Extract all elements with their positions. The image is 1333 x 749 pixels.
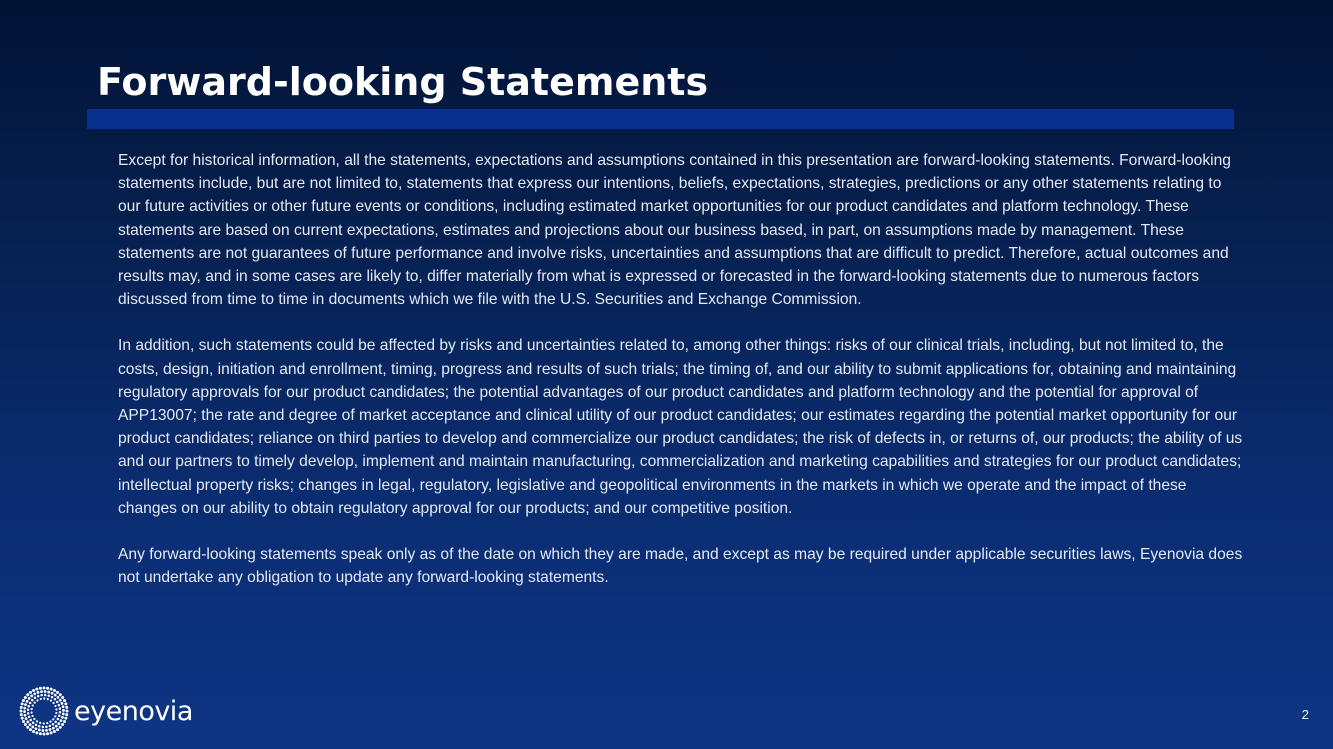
logo-dot: [63, 699, 66, 702]
logo-dot: [29, 728, 32, 731]
logo-dot: [52, 718, 54, 720]
logo-dot: [59, 699, 62, 702]
logo-dot: [26, 700, 29, 703]
logo-dot: [41, 729, 44, 732]
company-logo: [18, 686, 193, 736]
logo-dot: [45, 729, 48, 732]
logo-dot: [61, 723, 64, 726]
logo-dot: [46, 687, 49, 690]
logo-dot: [20, 706, 23, 709]
logo-dot: [61, 696, 64, 699]
logo-dot: [40, 690, 43, 693]
logo-dot: [24, 714, 27, 717]
logo-wordmark: eyenovia: [74, 695, 193, 727]
logo-dot: [60, 719, 63, 722]
logo-dot: [35, 731, 38, 734]
logo-dot: [56, 728, 59, 731]
paragraph-forward-looking: Except for historical information, all the statements, expectations and assumptions contained in this presentation are forward-looking statements. Forward-looking statements include, but are not limited to, statements that express our intentions, beliefs, expectations, strategies, predictions or any other statements relating to our future activities or other future events or conditions, including estimated market opportunities for our product candidates and platform technology. These statements are based on current expectations, estimates and projections about our business based, in part, on assumptions made by management. These statements are not guarantees of future performance and involve risks, uncertainties and assumptions that are difficult to predict. Therefore, actual outcomes and results may, and in some cases are likely to, differ materially from what is expressed or forecasted in the forward-looking statements due to numerous factors discussed from time to time in documents which we file with the U.S. Securities and Exchange Commission.: [118, 152, 1231, 309]
logo-dot: [27, 712, 30, 715]
logo-dot: [62, 709, 65, 712]
logo-dot: [56, 691, 59, 694]
logo-dot: [31, 726, 34, 729]
logo-dot: [40, 698, 42, 700]
dotted-ring-logo-icon: [18, 686, 70, 736]
logo-dot: [62, 705, 65, 708]
logo-dot: [53, 730, 56, 733]
page-title: Forward-looking Statements: [97, 60, 709, 104]
logo-dot: [34, 702, 36, 704]
logo-dot: [57, 696, 60, 699]
logo-dot: [32, 730, 35, 733]
logo-dot: [66, 710, 69, 713]
logo-dot: [29, 702, 32, 705]
logo-dot: [33, 692, 36, 695]
logo-dot: [44, 694, 47, 697]
logo-dot: [31, 708, 33, 710]
logo-dot: [35, 724, 38, 727]
logo-dot: [52, 723, 55, 726]
logo-dot: [33, 718, 35, 720]
logo-dot: [21, 717, 24, 720]
logo-dot: [65, 713, 68, 716]
logo-dot: [55, 712, 57, 714]
logo-dot: [65, 706, 68, 709]
logo-dot: [37, 691, 40, 694]
disclaimer-body: [118, 149, 1248, 612]
logo-dot: [57, 722, 60, 725]
logo-dot: [58, 704, 61, 707]
logo-dot: [23, 710, 26, 713]
logo-dot: [59, 726, 62, 729]
logo-dot: [29, 723, 32, 726]
logo-dot: [31, 715, 33, 717]
logo-dot: [50, 731, 53, 734]
logo-dot: [61, 702, 64, 705]
logo-dot: [24, 703, 27, 706]
logo-dot: [40, 694, 43, 697]
logo-dot: [43, 697, 45, 699]
logo-dot: [49, 725, 52, 728]
logo-dot: [54, 694, 57, 697]
page-number: 2: [1301, 707, 1309, 722]
logo-dot: [58, 714, 61, 717]
logo-dot: [30, 694, 33, 697]
logo-dot: [59, 693, 62, 696]
logo-dot: [56, 701, 59, 704]
logo-dot: [26, 693, 29, 696]
logo-dot: [21, 702, 24, 705]
logo-dot: [31, 699, 34, 702]
logo-dot: [49, 728, 52, 731]
logo-dot: [23, 707, 26, 710]
logo-dot: [38, 725, 41, 728]
logo-dot: [24, 723, 27, 726]
logo-dot: [49, 721, 51, 723]
logo-dot: [36, 699, 38, 701]
logo-dot: [46, 732, 49, 735]
logo-dot: [64, 702, 67, 705]
logo-dot: [53, 702, 55, 704]
logo-dot: [37, 695, 40, 698]
logo-dot: [34, 697, 37, 700]
logo-dot: [50, 688, 53, 691]
logo-dot: [45, 726, 48, 729]
logo-dot: [54, 698, 57, 701]
logo-dot: [50, 700, 52, 702]
logo-dot: [43, 687, 46, 690]
logo-dot: [20, 710, 23, 713]
logo-dot: [46, 722, 48, 724]
logo-dot: [39, 722, 41, 724]
logo-dot: [62, 713, 65, 716]
logo-dot: [54, 715, 56, 717]
logo-dot: [30, 719, 33, 722]
logo-dot: [47, 698, 49, 700]
logo-dot: [43, 733, 46, 736]
logo-dot: [36, 720, 38, 722]
logo-dot: [28, 697, 31, 700]
logo-dot: [53, 689, 56, 692]
title-underline-bar: [87, 109, 1234, 129]
logo-dot: [63, 720, 66, 723]
logo-dot: [47, 691, 50, 694]
paragraph-date-limitation: Any forward-looking statements speak only as of the date on which they are made, and except as may be required under applicable securities laws, Eyenovia does not undertake any obligation to update any forward-looking statements.: [118, 546, 1243, 587]
logo-dot: [20, 713, 23, 716]
logo-dot: [47, 694, 50, 697]
logo-dot: [26, 720, 29, 723]
logo-dot: [51, 692, 54, 695]
logo-dot: [54, 721, 57, 724]
logo-dot: [24, 696, 27, 699]
logo-dot: [51, 696, 54, 699]
logo-dot: [39, 687, 42, 690]
logo-dot: [42, 726, 45, 729]
logo-dot: [57, 718, 60, 721]
logo-dot: [64, 717, 67, 720]
logo-dot: [25, 717, 28, 720]
logo-dot: [27, 705, 30, 708]
logo-dot: [22, 720, 25, 723]
logo-dot: [28, 716, 31, 719]
logo-dot: [55, 708, 57, 710]
logo-dot: [59, 711, 62, 714]
logo-dot: [32, 689, 35, 692]
logo-dot: [59, 707, 62, 710]
logo-dot: [29, 691, 32, 694]
logo-dot: [30, 711, 32, 713]
logo-dot: [22, 699, 25, 702]
logo-dot: [39, 732, 42, 735]
logo-dot: [32, 721, 35, 724]
logo-dot: [27, 709, 30, 712]
logo-dot: [35, 727, 38, 730]
paragraph-risks: In addition, such statements could be affected by risks and uncertainties related to, among other things: risks of our clinical trials, including, but not limited to, the costs, design, initiation and enrollment, timing, progress and results of such trials; the timing of, and our ability to submit applications for, obtaining and maintaining regulatory approvals for our product candidates; the potential advantages of our product candidates and platform technology and the potential for approval of APP13007; the rate and degree of market acceptance and clinical utility of our product candidates; our estimates regarding the potential market opportunity for our product candidates; reliance on third parties to develop and commercialize our product candidates; the risk of defects in, or returns of, our products; the ability of us and our partners to timely develop, implement and maintain manufacturing, commercialization and marketing capabilities and strategies for our product candidates; intellectual property risks; changes in legal, regulatory, legislative and geopolitical environments in the markets in which we operate and the impact of these changes on our ability to obtain regulatory approval for our products; and our competitive position.: [118, 337, 1243, 517]
logo-dot: [32, 704, 34, 706]
logo-dot: [26, 726, 29, 729]
logo-dot: [44, 690, 47, 693]
logo-dot: [38, 729, 41, 732]
logo-dot: [54, 705, 56, 707]
logo-dot: [52, 727, 55, 730]
logo-dot: [61, 716, 64, 719]
logo-dot: [35, 688, 38, 691]
logo-dot: [43, 722, 45, 724]
logo-dot: [55, 725, 58, 728]
